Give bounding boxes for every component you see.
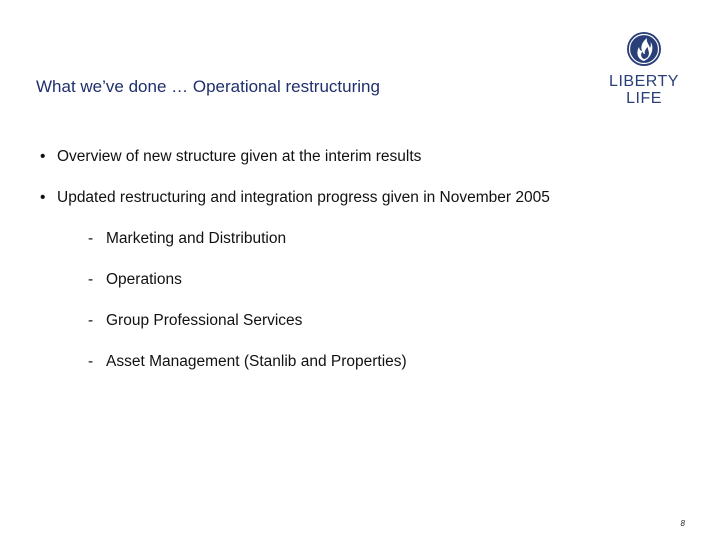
bullet-marker: • (40, 148, 46, 165)
sub-bullet-text: Operations (106, 271, 182, 288)
sub-bullet-item (40, 311, 680, 331)
bullet-list (40, 147, 680, 393)
sub-bullet-item (40, 229, 680, 249)
slide-title: What we’ve done … Operational restructuring (36, 77, 380, 96)
bullet-text: Updated restructuring and integration progress given in November 2005 (57, 189, 550, 206)
sub-bullet-text: Marketing and Distribution (106, 230, 287, 247)
page-number: 8 (680, 519, 685, 528)
sub-bullet-item (40, 270, 680, 290)
bullet-marker: • (40, 189, 46, 206)
sub-bullet-marker: - (88, 353, 94, 370)
sub-bullet-text: Group Professional Services (106, 312, 303, 329)
bullet-text: Overview of new structure given at the interim results (57, 148, 422, 165)
logo-text-line1: LIBERTY (609, 73, 679, 90)
flame-emblem-icon (625, 30, 663, 68)
logo-text-line2: LIFE (626, 90, 662, 107)
sub-bullet-marker: - (88, 312, 94, 329)
bullet-item (40, 188, 680, 208)
sub-bullet-item (40, 352, 680, 372)
bullet-item (40, 147, 680, 167)
logo (604, 30, 684, 110)
sub-bullet-text: Asset Management (Stanlib and Properties) (106, 353, 407, 370)
sub-bullet-marker: - (88, 230, 94, 247)
sub-bullet-marker: - (88, 271, 94, 288)
